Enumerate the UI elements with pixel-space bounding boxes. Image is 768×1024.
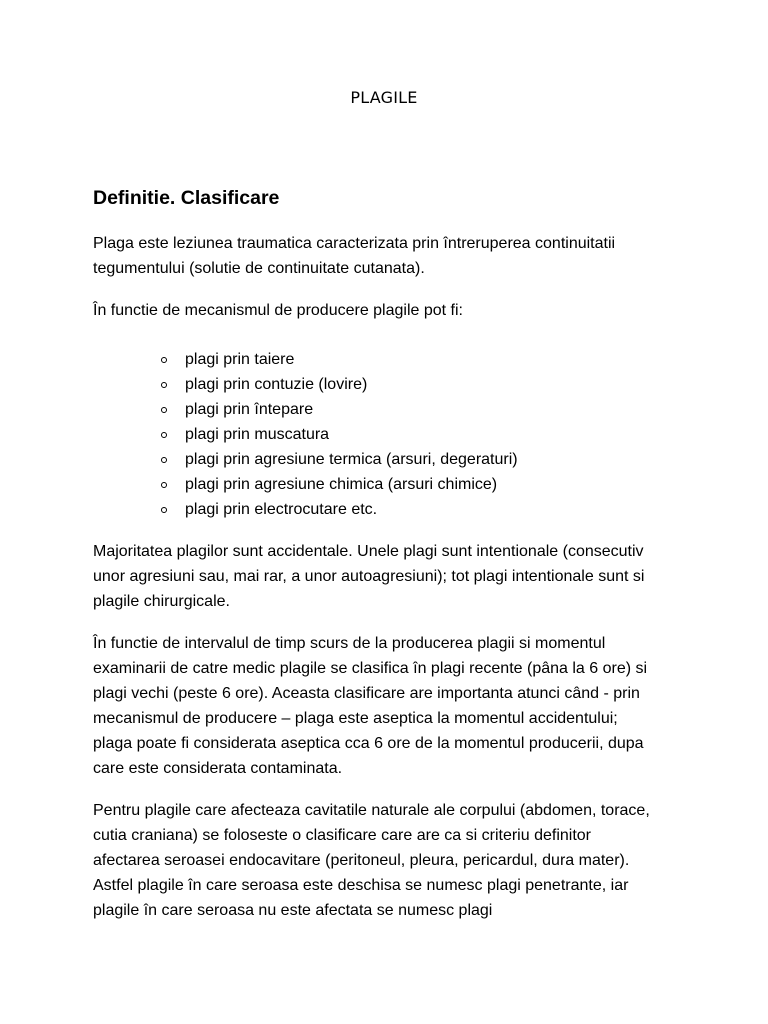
paragraph-definition: Plaga este leziunea traumatica caracterizata prin întreruperea continuitatii tegumentului (solutie de continuitate cutanata). [93,235,616,277]
list-item-text: plagi prin agresiune termica (arsuri, degeraturi) [185,451,518,468]
document-title: PLAGILE [350,88,418,107]
paragraph-cavities: Pentru plagile care afecteaza cavitatile naturale ale corpului (abdomen, torace, cutia craniana) se foloseste o clasificare care are ca si criteriu definitor afectarea seroasei endocavitare (peritoneul, pleura, pericardul, dura mater). Astfel plagile în care seroasa este deschisa se numesc plagi penetrante, iar plagile în care seroasa nu este afectata se numesc plagi [93,802,650,919]
list-item-text: plagi prin agresiune chimica (arsuri chimice) [185,476,498,493]
bullet-circle-icon [161,407,167,413]
list-item [185,372,653,397]
list-item [185,472,653,497]
bullet-circle-icon [161,382,167,388]
bullet-circle-icon [161,457,167,463]
bullet-circle-icon [161,432,167,438]
document-body [93,185,653,940]
mechanism-list [93,347,653,522]
list-item-text: plagi prin contuzie (lovire) [185,376,368,393]
list-item-text: plagi prin întepare [185,401,314,418]
list-item-text: plagi prin electrocutare etc. [185,501,378,518]
list-item [185,497,653,522]
list-item [185,347,653,372]
paragraph-accidental: Majoritatea plagilor sunt accidentale. Unele plagi sunt intentionale (consecutiv unor agresiuni sau, mai rar, a unor autoagresiuni); tot plagi intentionale sunt si plagile chirurgicale. [93,543,645,610]
list-item-text: plagi prin taiere [185,351,295,368]
list-item [185,422,653,447]
list-item [185,447,653,472]
bullet-circle-icon [161,507,167,513]
list-item [185,397,653,422]
paragraph-time-interval: În functie de intervalul de timp scurs de la producerea plagii si momentul examinarii de catre medic plagile se clasifica în plagi recente (pâna la 6 ore) si plagi vechi (peste 6 ore). Aceasta clasificare are importanta atunci când - prin mecanismul de producere – plaga este aseptica la momentul accidentului; plaga poate fi considerata aseptica cca 6 ore de la momentul producerii, dupa care este considerata contaminata. [93,635,648,777]
section-heading: Definitie. Clasificare [93,187,280,209]
bullet-circle-icon [161,482,167,488]
paragraph-mechanism-intro: În functie de mecanismul de producere plagile pot fi: [93,302,463,319]
bullet-circle-icon [161,357,167,363]
list-item-text: plagi prin muscatura [185,426,330,443]
